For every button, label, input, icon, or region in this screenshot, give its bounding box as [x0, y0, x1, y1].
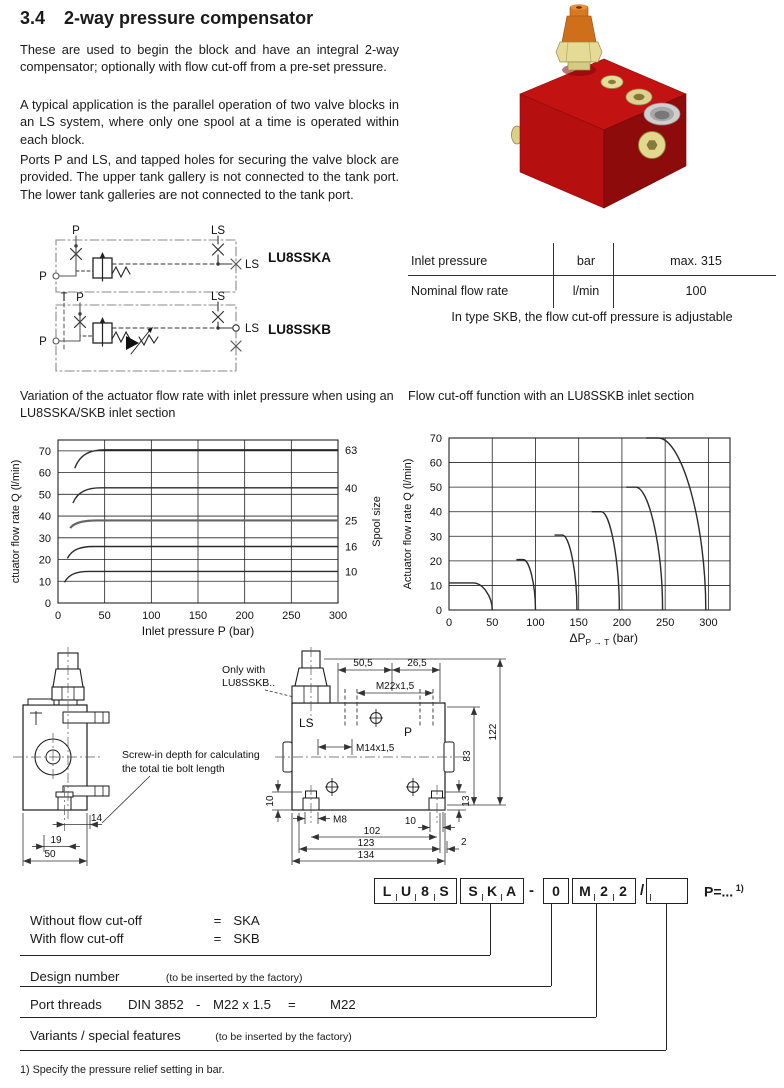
dim-26-5: 26,5: [407, 658, 427, 669]
spec-value: max. 315: [670, 253, 722, 268]
spec-value: 100: [685, 283, 707, 298]
legend-value: SKB: [233, 931, 260, 946]
svg-text:0: 0: [435, 605, 442, 617]
svg-text:50: 50: [429, 482, 442, 495]
svg-text:250: 250: [655, 617, 675, 629]
spec-note: In type SKB, the flow cut-off pressure is adjustable: [451, 310, 733, 324]
port-label-p-side: P: [39, 271, 47, 283]
schematic-lu8sskb: [39, 291, 331, 371]
legend-label: With flow cut-off: [30, 931, 124, 946]
chart-caption-right: Flow cut-off function with an LU8SSKB inlet section: [408, 389, 695, 403]
svg-text:ΔPP → T (bar): $\Delta P_{P \to T}$ (bar): [569, 631, 638, 647]
model-label-lu8sska: LU8SSKA: [268, 250, 332, 265]
section-number: 3.4: [20, 8, 46, 28]
svg-text:100: 100: [526, 617, 545, 629]
footnote-reference: 1): [733, 883, 744, 893]
ordering-char: S: [468, 883, 478, 899]
ordering-char: 8: [421, 883, 429, 899]
equals-sign: =: [213, 931, 222, 946]
port-label-ls-top: LS: [210, 291, 226, 303]
ordering-suffix: P=... $^{1)}$: [704, 883, 744, 900]
legend-row-design-number: [30, 968, 630, 986]
port-label-ls-out: LS: [245, 323, 260, 335]
svg-text:40: 40: [38, 511, 51, 524]
svg-text:30: 30: [38, 532, 51, 545]
dimensional-drawings: [0, 645, 784, 877]
ordering-box: [572, 878, 636, 904]
svg-text:40: 40: [429, 506, 442, 519]
ordering-char: 0: [552, 883, 560, 899]
dim-2: 2: [461, 837, 467, 848]
svg-text:150: 150: [569, 617, 588, 629]
svg-text:20: 20: [38, 554, 51, 567]
svg-text:Inlet pressure P (bar): Inlet pressure P (bar): [141, 624, 255, 638]
port-label-t-top: T: [60, 292, 68, 304]
svg-text:20: 20: [429, 555, 442, 568]
footnote: 1) Specify the pressure relief setting in bar.: [20, 1064, 225, 1076]
dim-50-5: 50,5: [353, 658, 373, 669]
legend-value: SKA: [233, 913, 260, 928]
hydraulic-schematics: [36, 224, 386, 376]
svg-text:63: 63: [345, 444, 358, 457]
svg-text:10: 10: [38, 576, 51, 589]
svg-text:10: 10: [429, 580, 442, 593]
legend-label: Variants / special features: [30, 1028, 181, 1043]
dim-102: 102: [363, 826, 381, 837]
port-label-p-side: P: [39, 336, 47, 348]
ordering-separator: -: [529, 882, 534, 899]
ordering-separator: /: [640, 882, 645, 899]
port-label-p-top: P: [72, 225, 80, 237]
svg-text:50: 50: [486, 617, 499, 629]
svg-text:200: 200: [235, 610, 254, 622]
legend-divider: [20, 1050, 666, 1051]
ordering-char: U: [400, 883, 412, 899]
spec-unit: l/min: [572, 283, 600, 298]
legend-row-port-threads: [0, 997, 640, 1015]
chart-flow-cutoff: [400, 428, 784, 655]
dim-m8: M8: [333, 814, 347, 826]
svg-text:250: 250: [282, 610, 301, 622]
legend-thread: M22 x 1.5: [213, 997, 271, 1012]
port-ls-circle: [233, 325, 239, 331]
port-label-ls-top: LS: [210, 225, 226, 237]
spec-name: Nominal flow rate: [411, 283, 509, 298]
legend-row-type: [30, 912, 260, 948]
svg-text:10: 10: [345, 566, 358, 579]
callout-screw-in-depth-2: the total tie bolt length: [122, 763, 225, 775]
spec-name: Inlet pressure: [411, 253, 488, 268]
dim-13: 13: [461, 795, 472, 807]
dim-134: 134: [357, 850, 375, 861]
intro-paragraph-2: A typical application is the parallel operation of two valve blocks in an LS system, where only one spool at a time is operated within each block.: [20, 97, 399, 147]
dim-83: 83: [462, 750, 473, 762]
port-label-p: P: [404, 725, 413, 739]
svg-text:100: 100: [142, 610, 161, 622]
svg-text:40: 40: [345, 482, 358, 495]
connector-line: [666, 903, 667, 1050]
table-column-divider: [613, 243, 614, 308]
spring-symbol: [112, 267, 130, 277]
legend-label: Port threads: [30, 997, 102, 1012]
table-row: [408, 246, 776, 276]
dash: -: [196, 997, 201, 1012]
legend-note: (to be inserted by the factory): [215, 1031, 352, 1043]
svg-text:70: 70: [429, 433, 442, 445]
ordering-char: L: [382, 883, 392, 899]
page-title: [20, 8, 313, 29]
table-column-divider: [553, 243, 554, 308]
dim-10-left: 10: [265, 795, 276, 807]
ordering-char: K: [486, 883, 498, 899]
product-photo-valve-block: [492, 2, 707, 214]
spec-unit: bar: [576, 253, 596, 268]
svg-text:60: 60: [38, 467, 51, 480]
dim-19: 19: [50, 835, 62, 846]
connector-line: [490, 903, 491, 955]
pressure-adjuster-knob: [556, 4, 602, 70]
relief-valve-symbol: [126, 336, 139, 350]
ordering-char: 2: [600, 883, 608, 899]
legend-divider: [20, 955, 490, 956]
legend-standard: DIN 3852: [128, 997, 184, 1012]
drawing-side-view: [13, 647, 109, 831]
model-label-lu8sskb: LU8SSKB: [268, 322, 332, 337]
schematic-lu8sska: [39, 225, 331, 292]
port-label-p-top: P: [76, 292, 84, 304]
equals-sign: =: [288, 997, 296, 1012]
legend-value: M22: [330, 997, 356, 1012]
dim-14: 14: [91, 813, 103, 824]
table-row: [408, 276, 776, 305]
callout-only-with-2: LU8SSKB..: [222, 677, 276, 689]
port-label-ls: LS: [299, 716, 314, 730]
svg-text:Actuator flow rate Q (l/min): Actuator flow rate Q (l/min): [402, 458, 414, 590]
callout-screw-in-depth: Screw-in depth for calculating: [122, 749, 260, 761]
drawing-front-view: [275, 647, 465, 823]
svg-text:0: 0: [54, 610, 62, 622]
dim-10-right: 10: [404, 816, 416, 827]
legend-label: Design number: [30, 969, 120, 984]
svg-text:16: 16: [345, 541, 358, 554]
ordering-box: [460, 878, 524, 904]
callout-only-with: Only with: [222, 664, 266, 676]
section-title: 2-way pressure compensator: [64, 8, 314, 28]
equals-sign: =: [213, 913, 222, 928]
dim-m22: M22x1,5: [375, 681, 415, 692]
svg-text:50: 50: [98, 610, 111, 622]
svg-text:0: 0: [445, 617, 453, 629]
intro-paragraph-1: These are used to begin the block and have an integral 2-way compensator; optionally with flow cut-off from a pre-set pressure.: [20, 42, 399, 75]
legend-label: Without flow cut-off: [30, 913, 142, 928]
intro-paragraph-3: Ports P and LS, and tapped holes for securing the valve block are provided. The upper tank gallery is not connected to the tank port. The lower tank galleries are not connected to the tank port.: [20, 152, 399, 202]
svg-text:30: 30: [429, 531, 442, 544]
svg-text:ctuator flow rate Q (l/min): ctuator flow rate Q (l/min): [10, 459, 22, 584]
legend-row-variants: [30, 1027, 630, 1045]
svg-text:150: 150: [188, 610, 208, 622]
svg-text:200: 200: [612, 617, 632, 629]
dim-123: 123: [357, 838, 375, 849]
chart-flow-vs-inlet-pressure: [8, 428, 400, 651]
chart-caption-left: Variation of the actuator flow rate with inlet pressure when using an LU8SSKA/SKB inlet section: [20, 389, 394, 420]
dim-50: 50: [44, 849, 56, 860]
port-label-ls-out: LS: [245, 259, 260, 271]
legend-divider: [20, 986, 551, 987]
svg-text:300: 300: [328, 610, 348, 622]
dim-122: 122: [488, 723, 499, 741]
port-p-circle: [53, 273, 59, 279]
dim-m14: M14x1,5: [356, 743, 395, 754]
ordering-box: [374, 878, 457, 904]
specs-table: [408, 246, 776, 324]
ordering-char: A: [505, 883, 517, 899]
svg-text:0: 0: [44, 598, 51, 610]
ordering-box: [543, 878, 569, 904]
svg-text:300: 300: [699, 617, 718, 629]
svg-text:25: 25: [345, 515, 358, 528]
legend-note: (to be inserted by the factory): [165, 972, 303, 984]
svg-text:70: 70: [38, 445, 51, 458]
ordering-char: M: [579, 883, 591, 899]
side-plug: [639, 132, 666, 159]
svg-text:50: 50: [38, 489, 51, 502]
ordering-char: S: [439, 883, 449, 899]
char-divider: [650, 894, 651, 901]
ordering-code: [374, 878, 784, 908]
svg-text:60: 60: [429, 457, 442, 470]
ordering-box-empty: [646, 878, 688, 904]
svg-text:Spool size: Spool size: [371, 496, 383, 547]
ordering-char: 2: [619, 883, 627, 899]
legend-divider: [20, 1017, 596, 1018]
